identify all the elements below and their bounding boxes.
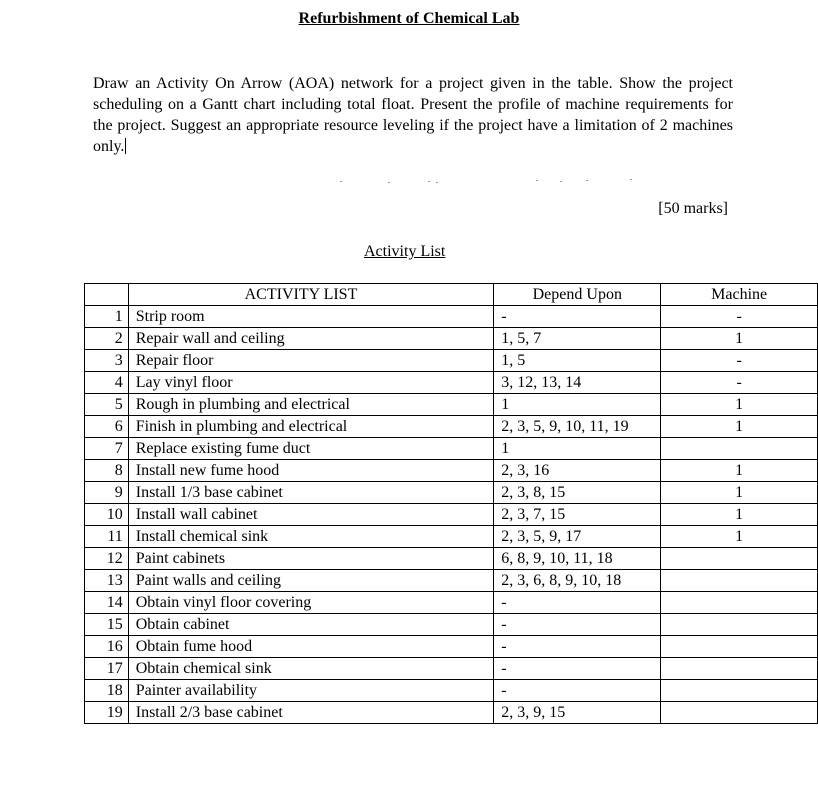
activity-machine: 1	[661, 526, 818, 548]
activity-dependencies: -	[494, 636, 661, 658]
question-body: Draw an Activity On Arrow (AOA) network for a project given in the table. Show the project scheduling on a Gantt chart including total float. Present the profile of machine requirements for the project. Suggest an appropriate resource leveling if the project have a limitation of 2 machines only.	[93, 75, 733, 155]
activity-number: 4	[85, 372, 129, 394]
activity-dependencies: 1, 5	[494, 350, 661, 372]
activity-dependencies: -	[494, 680, 661, 702]
activity-machine	[661, 614, 818, 636]
activity-name: Paint cabinets	[128, 548, 494, 570]
table-row	[85, 416, 818, 438]
activity-machine: 1	[661, 460, 818, 482]
activity-dependencies: 2, 3, 5, 9, 10, 11, 19	[494, 416, 661, 438]
activity-dependencies: 1	[494, 394, 661, 416]
text-cursor	[125, 138, 126, 154]
table-row	[85, 592, 818, 614]
activity-name: Rough in plumbing and electrical	[128, 394, 494, 416]
activity-machine	[661, 680, 818, 702]
table-header-row	[85, 284, 818, 306]
table-row	[85, 328, 818, 350]
table-row	[85, 438, 818, 460]
activity-machine: -	[661, 350, 818, 372]
table-row	[85, 680, 818, 702]
activity-machine: 1	[661, 394, 818, 416]
activity-dependencies: 1	[494, 438, 661, 460]
activity-name: Obtain vinyl floor covering	[128, 592, 494, 614]
activity-name: Replace existing fume duct	[128, 438, 494, 460]
activity-dependencies: 2, 3, 8, 15	[494, 482, 661, 504]
activity-dependencies: -	[494, 658, 661, 680]
activity-number: 19	[85, 702, 129, 724]
activity-name: Strip room	[128, 306, 494, 328]
activity-machine: 1	[661, 328, 818, 350]
activity-machine	[661, 548, 818, 570]
activity-number: 9	[85, 482, 129, 504]
activity-number: 5	[85, 394, 129, 416]
activity-machine	[661, 636, 818, 658]
activity-number: 12	[85, 548, 129, 570]
activity-dependencies: 2, 3, 5, 9, 17	[494, 526, 661, 548]
table-row	[85, 658, 818, 680]
activity-name: Lay vinyl floor	[128, 372, 494, 394]
header-machine: Machine	[661, 284, 818, 306]
activity-name: Install wall cabinet	[128, 504, 494, 526]
header-number	[85, 284, 129, 306]
activity-name: Paint walls and ceiling	[128, 570, 494, 592]
table-row	[85, 702, 818, 724]
activity-number: 6	[85, 416, 129, 438]
activity-number: 10	[85, 504, 129, 526]
document-title: Refurbishment of Chemical Lab	[298, 10, 520, 27]
activity-dependencies: 1, 5, 7	[494, 328, 661, 350]
activity-machine: 1	[661, 416, 818, 438]
activity-number: 18	[85, 680, 129, 702]
activity-machine	[661, 658, 818, 680]
activity-dependencies: -	[494, 592, 661, 614]
activity-number: 11	[85, 526, 129, 548]
activity-machine	[661, 438, 818, 460]
activity-number: 2	[85, 328, 129, 350]
activity-machine: 1	[661, 482, 818, 504]
activity-dependencies: 2, 3, 9, 15	[494, 702, 661, 724]
activity-machine: 1	[661, 504, 818, 526]
activity-dependencies: 2, 3, 16	[494, 460, 661, 482]
activity-dependencies: 6, 8, 9, 10, 11, 18	[494, 548, 661, 570]
activity-number: 16	[85, 636, 129, 658]
activity-machine	[661, 570, 818, 592]
activity-number: 1	[85, 306, 129, 328]
table-row	[85, 394, 818, 416]
table-row	[85, 504, 818, 526]
activity-number: 7	[85, 438, 129, 460]
table-row	[85, 372, 818, 394]
activity-name: Obtain cabinet	[128, 614, 494, 636]
activity-dependencies: 2, 3, 7, 15	[494, 504, 661, 526]
activity-number: 13	[85, 570, 129, 592]
activity-name: Finish in plumbing and electrical	[128, 416, 494, 438]
activity-name: Install new fume hood	[128, 460, 494, 482]
table-row	[85, 306, 818, 328]
activity-name: Repair floor	[128, 350, 494, 372]
activity-number: 8	[85, 460, 129, 482]
marks-label: [50 marks]	[658, 200, 728, 217]
activity-name: Obtain chemical sink	[128, 658, 494, 680]
table-row	[85, 548, 818, 570]
activity-name: Repair wall and ceiling	[128, 328, 494, 350]
activity-dependencies: 3, 12, 13, 14	[494, 372, 661, 394]
table-row	[85, 614, 818, 636]
table-row	[85, 350, 818, 372]
activity-machine: -	[661, 372, 818, 394]
table-row	[85, 570, 818, 592]
table-row	[85, 482, 818, 504]
table-row	[85, 460, 818, 482]
activity-number: 3	[85, 350, 129, 372]
activity-name: Install 1/3 base cabinet	[128, 482, 494, 504]
activity-dependencies: -	[494, 614, 661, 636]
activity-name: Install chemical sink	[128, 526, 494, 548]
header-activity: ACTIVITY LIST	[128, 284, 494, 306]
activity-name: Install 2/3 base cabinet	[128, 702, 494, 724]
activity-table	[84, 283, 818, 724]
activity-dependencies: 2, 3, 6, 8, 9, 10, 18	[494, 570, 661, 592]
activity-number: 14	[85, 592, 129, 614]
table-caption: Activity List	[364, 243, 446, 260]
table-row	[85, 636, 818, 658]
activity-number: 17	[85, 658, 129, 680]
activity-machine	[661, 592, 818, 614]
activity-machine	[661, 702, 818, 724]
question-text	[93, 73, 733, 157]
activity-number: 15	[85, 614, 129, 636]
activity-dependencies: -	[494, 306, 661, 328]
table-row	[85, 526, 818, 548]
scan-specks	[340, 179, 640, 183]
activity-name: Painter availability	[128, 680, 494, 702]
activity-machine: -	[661, 306, 818, 328]
activity-name: Obtain fume hood	[128, 636, 494, 658]
header-depends: Depend Upon	[494, 284, 661, 306]
